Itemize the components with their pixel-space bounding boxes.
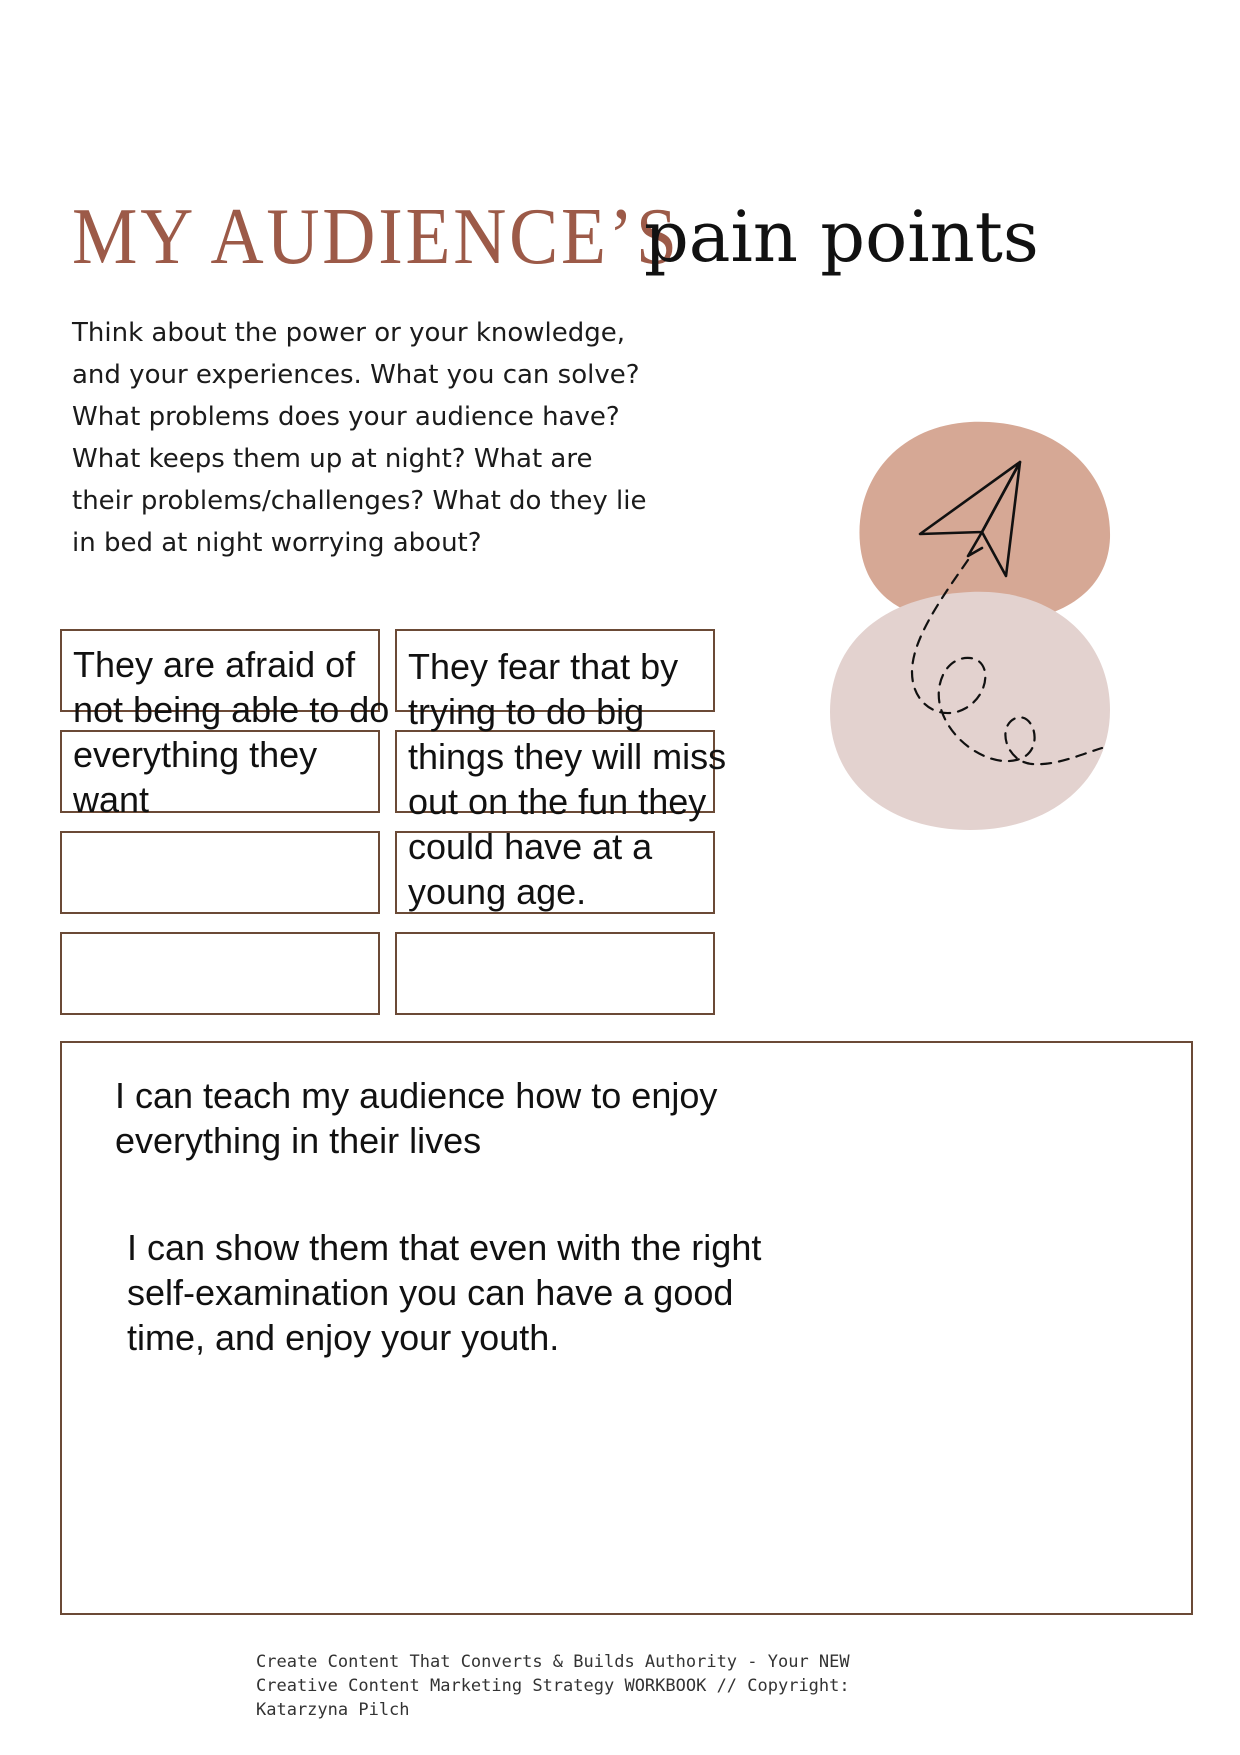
intro-text: Think about the power or your knowledge, and your experiences. What you can solve? What problems does your audience have? What keeps them up at night? What are their problems/challenges? What do they lie in bed at night worrying about? bbox=[72, 318, 647, 558]
pain-point-box-8[interactable] bbox=[395, 932, 715, 1015]
page-title bbox=[72, 192, 1039, 283]
footer-copyright: Create Content That Converts & Builds Authority - Your NEW Creative Content Marketing Strategy WORKBOOK // Copyright: Katarzyna Pilch bbox=[256, 1652, 850, 1720]
pain-point-box-3[interactable] bbox=[60, 831, 380, 914]
solution-text-2: I can show them that even with the right self-examination you can have a good time, and enjoy your youth. bbox=[127, 1227, 762, 1358]
pain-point-right-text: They fear that by trying to do big things they will miss out on the fun they could have at a young age. bbox=[408, 646, 727, 912]
pain-point-left-text: They are afraid of not being able to do everything they want bbox=[73, 644, 390, 820]
paper-plane-illustration bbox=[820, 410, 1120, 840]
solution-text-1: I can teach my audience how to enjoy everything in their lives bbox=[115, 1075, 718, 1161]
page-title-caps: MY AUDIENCE’S bbox=[72, 193, 680, 281]
page-title-script: pain points bbox=[644, 196, 1039, 278]
blob-bottom bbox=[830, 592, 1110, 830]
pain-point-box-4[interactable] bbox=[60, 932, 380, 1015]
